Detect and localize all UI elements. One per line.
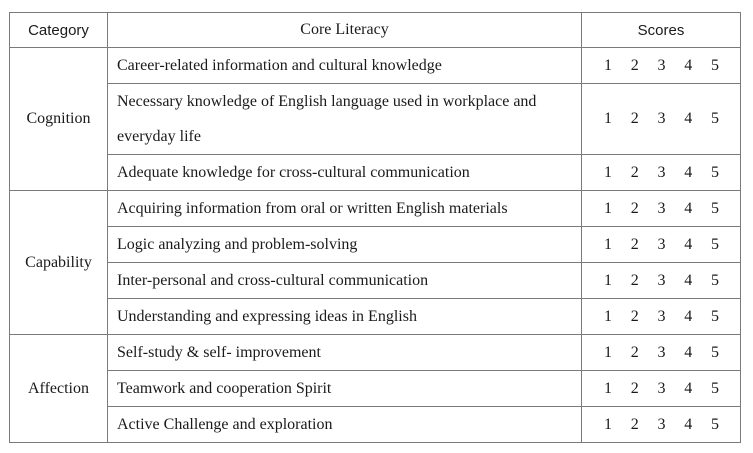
score-option: 1 [604, 415, 612, 433]
score-scale [582, 335, 741, 371]
literacy-item: Logic analyzing and problem-solving [108, 227, 582, 263]
score-option: 2 [630, 235, 639, 253]
score-scale [582, 263, 741, 299]
score-option: 4 [684, 379, 693, 397]
score-option: 2 [630, 163, 639, 181]
score-option: 4 [684, 110, 693, 127]
score-option: 5 [711, 199, 719, 217]
header-scores: Scores [582, 13, 741, 48]
header-category: Category [10, 13, 108, 48]
score-option: 1 [604, 199, 612, 217]
literacy-item: Adequate knowledge for cross-cultural communication [108, 155, 582, 191]
score-option: 2 [630, 343, 639, 361]
score-option: 3 [657, 235, 666, 253]
table-row [10, 191, 741, 227]
score-option: 4 [684, 343, 693, 361]
literacy-item: Teamwork and cooperation Spirit [108, 371, 582, 407]
score-option: 3 [657, 110, 666, 127]
score-option: 1 [604, 235, 612, 253]
score-scale [582, 155, 741, 191]
score-option: 5 [711, 379, 719, 397]
score-option: 1 [604, 56, 612, 74]
score-option: 5 [711, 163, 719, 181]
score-option: 1 [604, 307, 612, 325]
category-cell: Capability [10, 191, 108, 335]
literacy-item: Understanding and expressing ideas in English [108, 299, 582, 335]
score-option: 1 [604, 343, 612, 361]
score-option: 5 [711, 56, 719, 74]
literacy-item: Active Challenge and exploration [108, 407, 582, 443]
score-option: 4 [684, 307, 693, 325]
score-option: 5 [711, 235, 719, 253]
score-option: 3 [657, 199, 666, 217]
score-option: 3 [657, 271, 666, 289]
table-row [10, 407, 741, 443]
score-option: 4 [684, 271, 693, 289]
score-option: 2 [630, 415, 639, 433]
score-scale [582, 84, 741, 155]
table-row [10, 371, 741, 407]
score-option: 1 [604, 110, 612, 127]
score-scale [582, 407, 741, 443]
score-option: 2 [630, 379, 639, 397]
score-scale [582, 191, 741, 227]
score-option: 5 [711, 415, 719, 433]
table-row [10, 84, 741, 155]
table-row [10, 263, 741, 299]
score-option: 2 [630, 307, 639, 325]
literacy-item: Career-related information and cultural knowledge [108, 48, 582, 84]
score-option: 3 [657, 379, 666, 397]
score-scale [582, 227, 741, 263]
category-cell: Cognition [10, 48, 108, 191]
score-option: 3 [657, 307, 666, 325]
score-option: 4 [684, 199, 693, 217]
score-option: 5 [711, 343, 719, 361]
score-scale [582, 371, 741, 407]
table-row [10, 227, 741, 263]
score-option: 3 [657, 56, 666, 74]
score-option: 4 [684, 415, 693, 433]
score-option: 1 [604, 271, 612, 289]
score-option: 4 [684, 235, 693, 253]
score-option: 2 [630, 271, 639, 289]
score-option: 3 [657, 163, 666, 181]
table-row [10, 155, 741, 191]
header-row [10, 13, 741, 48]
score-scale [582, 48, 741, 84]
core-literacy-table [9, 12, 741, 443]
score-option: 2 [630, 110, 639, 127]
literacy-item: Self-study & self- improvement [108, 335, 582, 371]
table-row [10, 48, 741, 84]
score-option: 1 [604, 163, 612, 181]
score-option: 1 [604, 379, 612, 397]
score-option: 3 [657, 343, 666, 361]
literacy-item: Inter-personal and cross-cultural communication [108, 263, 582, 299]
score-option: 2 [630, 199, 639, 217]
score-option: 4 [684, 56, 693, 74]
score-option: 4 [684, 163, 693, 181]
table-row [10, 335, 741, 371]
literacy-item: Necessary knowledge of English language used in workplace and everyday life [108, 84, 582, 155]
score-option: 2 [630, 56, 639, 74]
header-core-literacy: Core Literacy [108, 13, 582, 48]
score-option: 3 [657, 415, 666, 433]
score-option: 5 [711, 110, 719, 127]
score-scale [582, 299, 741, 335]
table-row [10, 299, 741, 335]
score-option: 5 [711, 271, 719, 289]
category-cell: Affection [10, 335, 108, 443]
literacy-item: Acquiring information from oral or written English materials [108, 191, 582, 227]
score-option: 5 [711, 307, 719, 325]
